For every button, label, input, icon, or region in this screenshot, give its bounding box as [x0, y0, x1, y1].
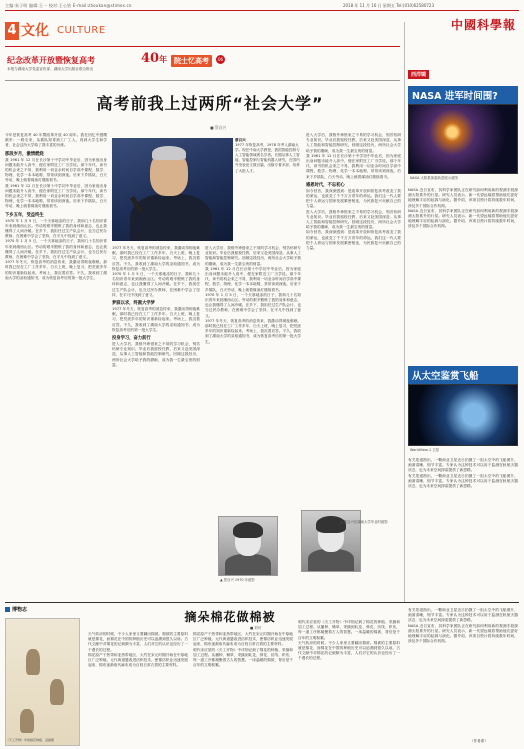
bottom-paragraph-1b: 棉花原产于热带和亚热带地区，大约在宋元时期开始在中原地区广泛种植。元代黄道婆改进纺织技术，使棉纺织业迅速发展起来，棉布逐渐取代麻布成为百姓日常衣着的主要材料。: [88, 652, 188, 668]
paragraph-5b: 我 1961 年 12 月在长沙第十中学初中毕业后，因为家庭出身问题未能升入高中，便在家附近工厂当学徒。那个年代，读书的机会来之不易，我利用一切业余时间自学高中课程，数学、物理、化学一本本地啃，常常读到深夜。后来下乡插队，白天劳动，晚上就着煤油灯继续看书。: [205, 266, 301, 292]
article-headline: 高考前我上过两所“社会大学”: [96, 94, 324, 113]
bottom-rule: [5, 602, 519, 603]
paragraph-5: 进入大学后，我格外珍惜来之不易的学习机会，刻苦钻研专业知识。毕业后我留校任教，后来又赴美国深造，从事人工智能和智能控制研究。回顾这段经历，两所社会大学给予我的磨砺，成为我一生最宝贵的财富。: [205, 246, 301, 266]
article-byline: ■ 蔡自兴: [210, 125, 227, 130]
sidebar-paragraph-2b: 有关报道指出，一颗商业卫星近日拍摄了一组太空中的飞船照片，画面清晰，细节丰富。专家认为这种技术可以用于监测在轨航天器状态，也为未来空间探索提供了新思路。: [408, 473, 518, 489]
photo-caption-title: 蔡自兴: [235, 138, 246, 142]
article-column-4: [306, 133, 401, 513]
photo-caption: [235, 138, 301, 241]
topic-badge: 06: [217, 57, 224, 62]
topic-title: 纪念改革开放暨恢复高考: [7, 56, 95, 65]
paragraph-5c: 1970 年 1 月 5 日，一个天寒地冻的日子，我和几十名知识青年来到湘西山区。劳动的艰辛锻炼了我的身体和意志，也让我懂得了人间冷暖。在乡下，我担任过生产队会计，也当过民办教师，在困难中学会了坚持，在平凡中找到了意义。: [205, 292, 301, 318]
sidebar-paragraph-1: NASA 近日宣布，其科学家团队正在研究如何利用新的观测手段探测太阳系外的行星。研究人员表示，新一代望远镜将帮助他们更好地理解宇宙的起源与演化。据介绍，该项目预计将持续数年时间，涉及多个国际合作机构。: [408, 188, 518, 208]
sidebar-image-1-caption: NASA 太阳系探索新进展示意图: [410, 176, 458, 180]
subhead-2: 下乡五年，受益终生: [5, 212, 44, 218]
paragraph-2: 1970 年 1 月 5 日，一个天寒地冻的日子，我和几十名知识青年来到湘西山区。劳动的艰辛锻炼了我的身体和意志，也让我懂得了人间冷暖。在乡下，我担任过生产队会计，也当过民办教师，在困难中学会了坚持，在平凡中找到了意义。: [5, 218, 107, 239]
bottom-paragraph-1: 天气转凉的时候，不少人家里又要翻出棉被。棉被的主要原料就是棉花，而棉花在中国的种植历史可以追溯到很久以前。古代文献中对棉花的记载颇为丰富，人们对它的认识也经历了一个漫长的过程。: [88, 632, 188, 652]
paper-name: 中國科學報: [450, 18, 516, 32]
top-rule: [5, 10, 519, 11]
paragraph-2b: 1970 年 1 月 5 日，一个天寒地冻的日子，我和几十名知识青年来到湘西山区。劳动的艰辛锻炼了我的身体和意志，也让我懂得了人间冷暖。在乡下，我担任过生产队会计，也当过民办教师，在困难中学会了坚持，在平凡中找到了意义。: [5, 239, 107, 260]
bottom-paragraph-2: 棉花原产于热带和亚热带地区，大约在宋元时期开始在中原地区广泛种植。元代黄道婆改进纺织技术，使棉纺织业迅速发展起来，棉布逐渐取代麻布成为百姓日常衣着的主要材料。: [193, 632, 293, 647]
subhead-1: 那段岁月，激情燃烧: [5, 151, 44, 157]
section-title: 文化: [21, 23, 49, 39]
article-column-2: [112, 246, 200, 583]
column-divider: [404, 22, 405, 602]
bottom-byline: ■ 刘可: [250, 626, 262, 630]
bottom-signature: （作者系）: [470, 739, 488, 743]
paragraph-7c: 如今回首，我深深感到：是改革开放和恢复高考改变了我的命运，也改变了千千万万青年的命运。我们这一代人要把个人命运与国家发展紧密相连，为民族复兴贡献自己的力量。: [306, 230, 401, 251]
section-header: [5, 22, 400, 40]
topic-rule: [5, 80, 400, 81]
sidebar-paragraph-1b: NASA 近日宣布，其科学家团队正在研究如何利用新的观测手段探测太阳系外的行星。研究人员表示，新一代望远镜将帮助他们更好地理解宇宙的起源与演化。据介绍，该项目预计将持续数年时间，涉及多个国际合作机构。: [408, 208, 518, 229]
paragraph-3b: 1970 年 1 月 5 日，一个天寒地冻的日子，我和几十名知识青年来到湘西山区。劳动的艰辛锻炼了我的身体和意志，也让我懂得了人间冷暖。在乡下，我担任过生产队会计，也当过民办教师，在困难中学会了坚持，在平凡中找到了意义。: [112, 272, 200, 297]
paragraph-6: 进入大学后，我格外珍惜来之不易的学习机会，刻苦钻研专业知识。毕业后我留校任教，后来又赴美国深造，从事人工智能和智能控制研究。回顾这段经历，两所社会大学给予我的磨砺，成为我一生最宝贵的财富。: [306, 133, 401, 153]
paragraph-7b: 进入大学后，我格外珍惜来之不易的学习机会，刻苦钻研专业知识。毕业后我留校任教，后来又赴美国深造，从事人工智能和智能控制研究。回顾这段经历，两所社会大学给予我的磨砺，成为我一生最宝贵的财富。: [306, 209, 401, 230]
sidebar-title-1: NASA 进军时间围?: [408, 86, 518, 104]
paragraph-1b: 我 1961 年 12 月在长沙第十中学初中毕业后，因为家庭出身问题未能升入高中，便在家附近工厂当学徒。那个年代，读书的机会来之不易，我利用一切业余时间自学高中课程，数学、物理、化学一本本地啃，常常读到深夜。后来下乡插队，白天劳动，晚上就着煤油灯继续看书。: [5, 183, 107, 209]
topic-banner: [5, 51, 400, 81]
sidebar-label: 西洋镜: [408, 70, 429, 79]
paragraph-1: 我 1961 年 12 月在长沙第十中学初中毕业后，因为家庭出身问题未能升入高中，便在家附近工厂当学徒。那个年代，读书的机会来之不易，我利用一切业余时间自学高中课程，数学、物理、化学一本本地啃，常常读到深夜。后来下乡插队，白天劳动，晚上就着煤油灯继续看书。: [5, 157, 107, 183]
subhead-3: 梦寐以求，终圆大学梦: [112, 301, 155, 307]
sidebar-title-2: 从太空鉴赏飞船: [408, 366, 518, 384]
editor-meta: 主编:朱子明 编辑:王一 校对:王心怡 E-mail:zhoukan@stimes.cn: [5, 3, 132, 8]
top-meta-bar: [0, 0, 524, 10]
article-column-1: [5, 133, 107, 583]
section-rule: [5, 46, 400, 47]
sidebar-image-2: [408, 384, 518, 446]
bottom-paragraph-4b: NASA 近日宣布，其科学家团队正在研究如何利用新的观测手段探测太阳系外的行星。研究人员表示，新一代望远镜将帮助他们更好地理解宇宙的起源与演化。据介绍，该项目预计将持续数年时间，涉及多个国际合作机构。: [408, 623, 518, 644]
bottom-paragraph-2b: 明代宋应星的《天工开物》中详细记载了棉花的种植、采摘和加工过程。从播种、锄草、采摘到轧花、弹花、纺线、织布，每一道工序都凝聚着古人的智慧。一床温暖的棉被，背后是千百年的文明积累。: [193, 647, 293, 668]
paragraph-4: 进入大学后，我格外珍惜来之不易的学习机会，刻苦钻研专业知识。毕业后我留校任教，后来又赴美国深造，从事人工智能和智能控制研究。回顾这段经历，两所社会大学给予我的磨砺，成为我一生最宝贵的财富。: [112, 342, 200, 367]
bottom-section-label: 博物志: [5, 606, 55, 613]
sidebar-paragraph-2: 有关报道指出，一颗商业卫星近日拍摄了一组太空中的飞船照片，画面清晰，细节丰富。专家认为这种技术可以用于监测在轨航天器状态，也为未来空间探索提供了新思路。: [408, 458, 518, 473]
article-column-3: [205, 246, 301, 516]
bottom-column-2: [193, 632, 293, 744]
paragraph-3: 1977 年冬天，恢复高考的消息传来，我激动得彻夜难眠。那时我已经在工厂工作多年，白天上班，晚上复习，把荒废多年的知识重新捡起来。考场上，我沉着应答。不久，我收到了湖南大学的录取通知书，成为恢复高考后的第一批大学生。: [112, 246, 200, 271]
sidebar-text-1: [408, 188, 518, 364]
paragraph-7: 如今回首，我深深感到：是改革开放和恢复高考改变了我的命运，也改变了千千万万青年的命运。我们这一代人要把个人命运与国家发展紧密相连，为民族复兴贡献自己的力量。: [306, 188, 401, 209]
young-photo-caption: ▲ 蔡自兴 1970 年留影: [220, 578, 255, 582]
paragraph-2c: 1977 年冬天，恢复高考的消息传来，我激动得彻夜难眠。那时我已经在工厂工作多年，白天上班，晚上复习，把荒废多年的知识重新捡起来。考场上，我沉着应答。不久，我收到了湖南大学的录取通知书，成为恢复高考后的第一批大学生。: [5, 260, 107, 280]
subhead-4: 投身学习，奋力前行: [112, 336, 151, 342]
subhead-5: 感恩时代，不忘初心: [306, 182, 345, 188]
bottom-paragraph-3: 明代宋应星的《天工开物》中详细记载了棉花的种植、采摘和加工过程。从播种、锄草、采摘到轧花、弹花、纺线、织布，每一道工序都凝聚着古人的智慧。一床温暖的棉被，背后是千百年的文明积累。: [298, 620, 400, 640]
sidebar-text-2: [408, 458, 518, 604]
bottom-column-3: [298, 620, 400, 736]
portrait-photo: [112, 138, 233, 241]
bottom-paragraph-4: 有关报道指出，一颗商业卫星近日拍摄了一组太空中的飞船照片，画面清晰，细节丰富。专家认为这种技术可以用于监测在轨航天器状态，也为未来空间探索提供了新思路。: [408, 608, 518, 623]
cotton-painting: [5, 618, 80, 746]
photo-caption-text: 1977 年恢复高考，1978 年考入湖南大学。现任中南大学教授，我国智能控制与人工智能领域著名学者。长期从事人工智能、智能控制与智能机器人研究，在国内外发表论文数百篇，出版专著多部，培养了大批人才。: [235, 143, 300, 173]
section-number: 4: [5, 22, 19, 40]
topic-tag: 院士忆高考: [171, 55, 212, 67]
bottom-paragraph-3b: 天气转凉的时候，不少人家里又要翻出棉被。棉被的主要原料就是棉花，而棉花在中国的种植历史可以追溯到很久以前。古代文献中对棉花的记载颇为丰富，人们对它的认识也经历了一个漫长的过程。: [298, 640, 400, 661]
paragraph-5d: 1977 年冬天，恢复高考的消息传来，我激动得彻夜难眠。那时我已经在工厂工作多年，白天上班，晚上复习，把荒废多年的知识重新捡起来。考场上，我沉着应答。不久，我收到了湖南大学的录取通知书，成为恢复高考后的第一批大学生。: [205, 318, 301, 344]
paragraph-6b: 我 1961 年 12 月在长沙第十中学初中毕业后，因为家庭出身问题未能升入高中，便在家附近工厂当学徒。那个年代，读书的机会来之不易，我利用一切业余时间自学高中课程，数学、物理、化学一本本地啃，常常读到深夜。后来下乡插队，白天劳动，晚上就着煤油灯继续看书。: [306, 153, 401, 179]
sidebar-image-1: [408, 104, 518, 174]
bottom-headline: 摘朵棉花做棉被: [184, 610, 276, 624]
young-photo: [218, 516, 278, 576]
article-intro: 今年是恢复高考 40 年暨改革开放 40 周年。我在回忆中感慨颇多：一路走来，从插队知青到工厂工人，再到大学生和学者，社会这所大学给了我丰富的历练。: [5, 133, 107, 148]
topic-number: 40年: [141, 51, 168, 66]
bottom-column-1: [88, 632, 188, 744]
graduation-photo-caption: ▲ 蔡自兴在湖南大学毕业时留影: [340, 520, 388, 524]
paragraph-3c: 1977 年冬天，恢复高考的消息传来，我激动得彻夜难眠。那时我已经在工厂工作多年，白天上班，晚上复习，把荒废多年的知识重新捡起来。考场上，我沉着应答。不久，我收到了湖南大学的录取通知书，成为恢复高考后的第一批大学生。: [112, 307, 200, 332]
topic-subtitle: 本报与湖南大学党委宣传部、湖南大学出版社联合推出: [7, 67, 94, 71]
painting-caption: 《天工开物》中的棉花种植、采摘图: [6, 738, 55, 742]
section-title-en: CULTURE: [57, 25, 106, 36]
issue-date: 2018 年 11 月 16 日 星期五 Tel:(010)62580723: [342, 3, 434, 8]
bottom-column-4: [408, 608, 518, 736]
sidebar-image-2-caption: WorldView-1 卫星: [410, 448, 440, 452]
